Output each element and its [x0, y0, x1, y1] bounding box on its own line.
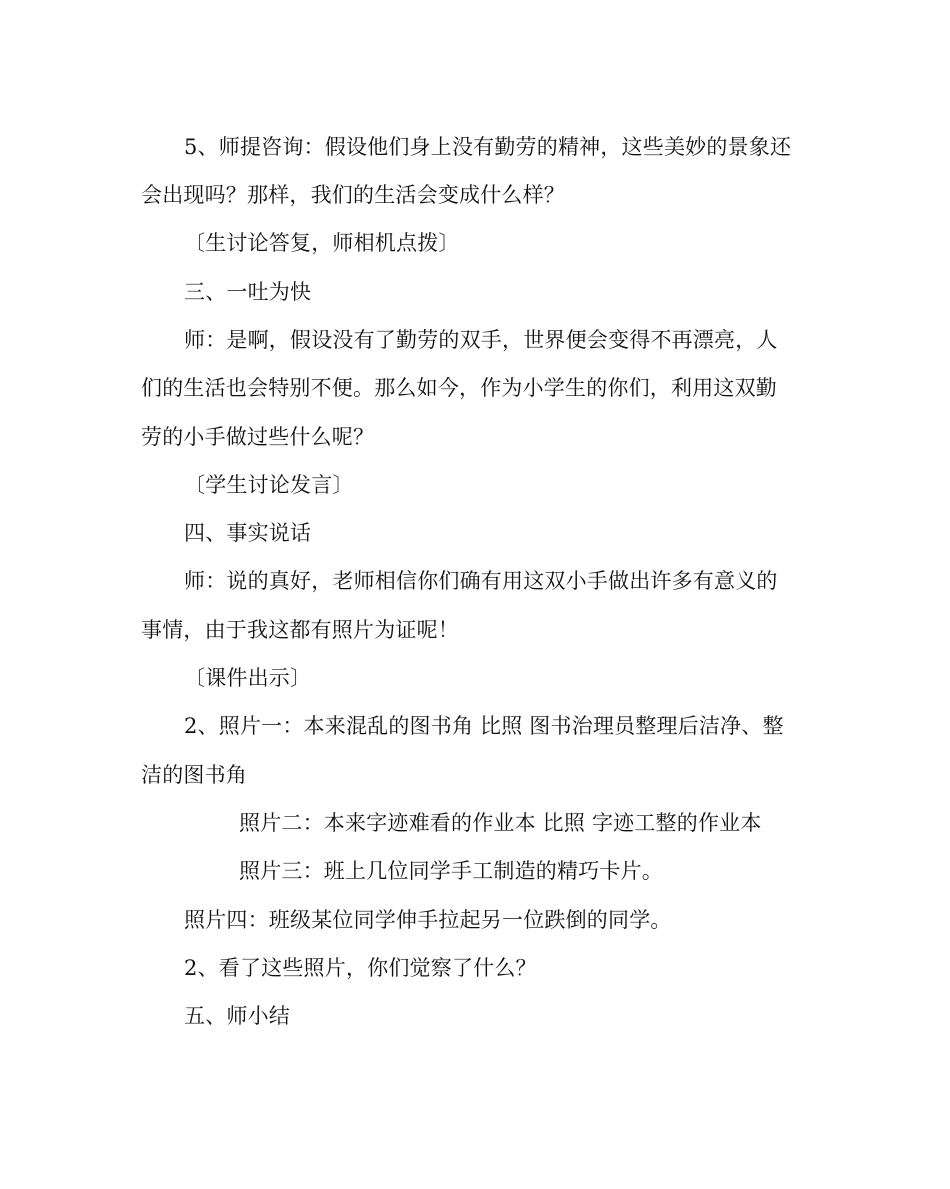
paragraph-reflection-question: 2、看了这些照片，你们觉察了什么？	[184, 956, 537, 980]
paragraph-photo-one-line-1: 2、照片一：本来混乱的图书角 比照 图书治理员整理后洁净、整	[184, 714, 784, 738]
paragraph-photo-one-line-2: 洁的图书角	[141, 763, 247, 787]
paragraph-student-speak: 〔学生讨论发言〕	[184, 473, 354, 497]
section-heading-five: 五、师小结	[184, 1004, 290, 1028]
paragraph-photo-four: 照片四：班级某位同学伸手拉起另一位跌倒的同学。	[184, 908, 672, 932]
paragraph-teacher-praise-line-2: 事情，由于我这都有照片为证呢！	[141, 618, 459, 642]
paragraph-courseware: 〔课件出示〕	[184, 666, 312, 690]
paragraph-teacher-line-1: 师：是啊，假设没有了勤劳的双手，世界便会变得不再漂亮，人	[184, 328, 778, 352]
paragraph-photo-two: 照片二：本来字迹难看的作业本 比照 字迹工整的作业本	[239, 811, 762, 835]
paragraph-question-line-2: 会出现吗？那样，我们的生活会变成什么样？	[141, 183, 565, 207]
section-heading-four: 四、事实说话	[184, 521, 312, 545]
paragraph-teacher-line-3: 劳的小手做过些什么呢？	[141, 425, 375, 449]
paragraph-teacher-line-2: 们的生活也会特别不便。那么如今，作为小学生的你们，利用这双勤	[141, 376, 777, 400]
section-heading-three: 三、一吐为快	[184, 280, 312, 304]
paragraph-student-discussion: 〔生讨论答复，师相机点拨〕	[184, 231, 460, 255]
paragraph-question-line-1: 5、师提咨询：假设他们身上没有勤劳的精神，这些美妙的景象还	[184, 135, 792, 159]
paragraph-teacher-praise-line-1: 师：说的真好，老师相信你们确有用这双小手做出许多有意义的	[184, 569, 778, 593]
paragraph-photo-three: 照片三：班上几位同学手工制造的精巧卡片。	[239, 859, 663, 883]
